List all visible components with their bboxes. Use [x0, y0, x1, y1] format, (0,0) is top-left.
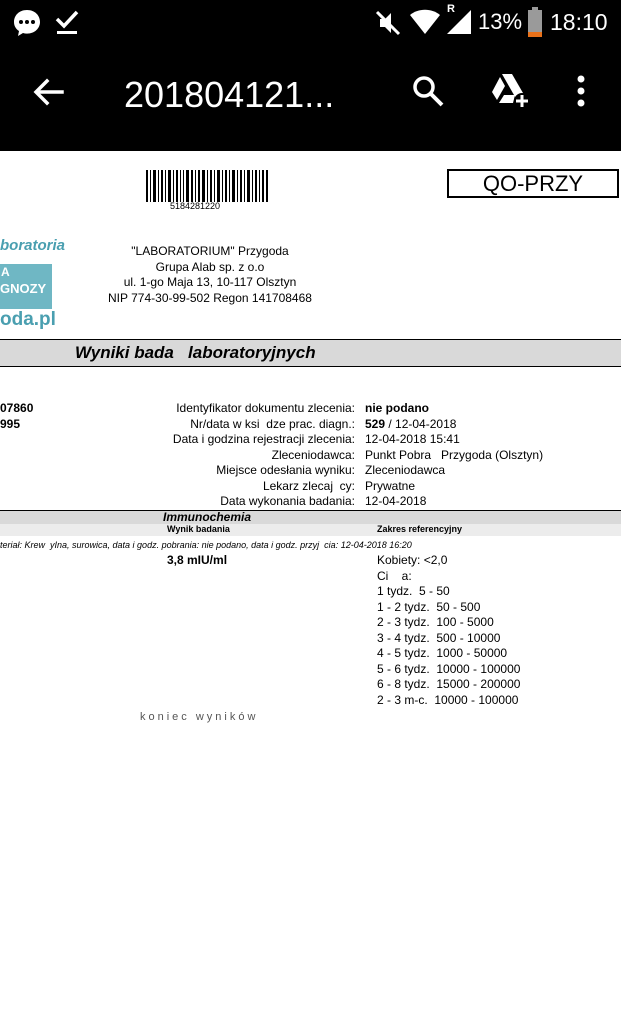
reference-line: 4 - 5 tydz. 1000 - 50000: [377, 646, 508, 660]
info-label: Lekarz zlecaj cy:: [262, 479, 355, 493]
status-bar: [0, 0, 621, 44]
reference-line: 2 - 3 tydz. 100 - 5000: [377, 615, 494, 629]
column-result: Wynik badania: [167, 524, 230, 534]
info-value-bold: 529: [365, 417, 386, 431]
app-bar: [0, 44, 621, 151]
info-label: Nr/data w ksi dze prac. diagn.:: [190, 417, 355, 431]
mute-icon: [374, 9, 402, 37]
reference-line: 2 - 3 m-c. 10000 - 100000: [377, 693, 519, 707]
info-value: Zleceniodawca: [365, 463, 446, 477]
patient-year: 995: [0, 417, 21, 431]
result-value: 3,8 mIU/ml: [167, 553, 228, 567]
material-line: teriał: Krew yIna, surowica, data i godz. pobrania: nie podano, data i godz. przyj cia: 12-04-2018 16:20: [0, 540, 412, 550]
info-label: Zleceniodawca:: [271, 448, 355, 462]
section-header-bar: [0, 339, 621, 367]
category-bar: [0, 510, 621, 525]
reference-line: 1 - 2 tydz. 50 - 500: [377, 600, 481, 614]
logo-text-gnozy: GNOZY: [0, 281, 47, 296]
info-label: Data wykonania badania:: [220, 494, 355, 508]
info-label: Data i godzina rejestracji zlecenia:: [172, 432, 355, 446]
back-arrow-icon[interactable]: [32, 75, 66, 109]
info-label: Identyfikator dokumentu zlecenia:: [176, 401, 355, 415]
document-title: 201804121...: [124, 74, 335, 115]
sample-code-box: QO-PRZY: [447, 169, 619, 198]
patient-id: 07860: [0, 401, 34, 415]
messenger-icon: [12, 8, 42, 38]
barcode: [146, 170, 268, 202]
reference-line: 1 tydz. 5 - 50: [377, 584, 450, 598]
logo-text-top: boratoria: [0, 237, 66, 254]
reference-line: Kobiety: <2,0: [377, 553, 448, 567]
end-of-results: koniec wyników: [140, 711, 259, 723]
info-value-rest: / 12-04-2018: [385, 417, 457, 431]
more-vert-icon[interactable]: [574, 74, 588, 108]
info-value: 12-04-2018: [365, 494, 427, 508]
column-reference: Zakres referencyjny: [377, 524, 463, 534]
category-title: Immunochemia: [162, 510, 252, 524]
info-label: Miejsce odesłania wyniku:: [216, 463, 355, 477]
drive-add-icon[interactable]: [489, 72, 531, 110]
info-value: Prywatne: [365, 479, 416, 493]
barcode-number: 5184281220: [170, 201, 221, 211]
search-icon[interactable]: [411, 74, 445, 108]
battery-percent: 13%: [478, 9, 523, 34]
section-title: Wyniki bada laboratoryjnych: [75, 343, 316, 362]
reference-line: Ci a:: [377, 569, 412, 583]
wifi-icon: [409, 9, 441, 35]
info-value: Punkt Pobra Przygoda (Olsztyn): [365, 448, 544, 462]
reference-line: 6 - 8 tydz. 15000 - 200000: [377, 677, 521, 691]
info-value: [365, 417, 456, 431]
lab-street: ul. 1-go Maja 13, 10-117 Olsztyn: [123, 275, 297, 289]
reference-line: 5 - 6 tydz. 10000 - 100000: [377, 662, 521, 676]
document-page[interactable]: [0, 151, 621, 1024]
lab-group: Grupa Alab sp. z o.o: [155, 259, 265, 274]
logo-block: [0, 264, 52, 309]
logo-text-a: A: [1, 265, 10, 279]
info-value: 12-04-2018 15:41: [365, 432, 460, 446]
battery-icon: [527, 7, 543, 37]
info-value: nie podano: [365, 401, 429, 415]
lab-name: "LABORATORIUM" Przygoda: [131, 244, 289, 258]
roaming-badge: R: [447, 3, 455, 15]
column-header-bar: [0, 524, 621, 536]
logo-text-domain: oda.pl: [0, 309, 56, 330]
clock: 18:10: [550, 9, 608, 35]
lab-nip: NIP 774-30-99-502 Regon 141708468: [108, 290, 312, 305]
lab-address: [95, 244, 325, 306]
download-done-icon: [54, 8, 80, 36]
reference-line: 3 - 4 tydz. 500 - 10000: [377, 631, 501, 645]
